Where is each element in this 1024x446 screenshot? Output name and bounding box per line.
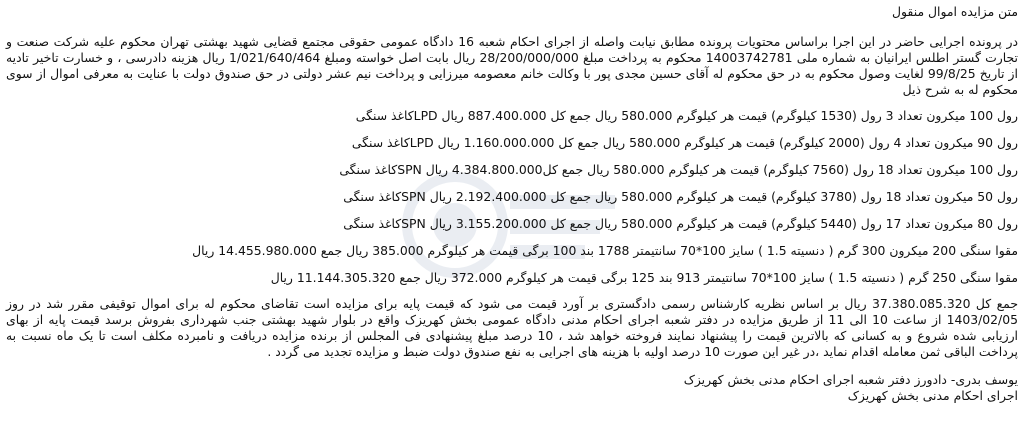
list-item: مقوا سنگی 250 گرم ( دنسیته 1.5 ) سایز 100*70 سانتیمتر 913 بند 125 برگی قیمت هر کیلوگرم 372.000 ریال جمع 11.144.305.320 ریال (270, 270, 1018, 285)
intro-paragraph: در پرونده اجرایی حاضر در این اجرا براساس محتویات پرونده مطابق نیابت واصله از اجرای احکام شعبه 16 دادگاه عمومی حقوقی مجتمع قضایی شهید بهشتی تهران محکوم علیه شرکت صنعت و تجارت گستر اطلس ایرانیان به شماره ملی 14003742781 محکوم به پرداخت مبلغ 28/200/000/000 ریال بابت اصل خواسته ومبلغ 1/021/640/464 ریال هزینه دادرسی ، و خسارت تاخیر تادیه از تاریخ 99/8/25 لغایت وصول محکوم به در حق محکوم له آقای حسین مجدی پور با وکالت خانم معصومه میرزایی و پرداخت نیم عشر دولتی در حق صندوق دولت با عنایت به معرفی اموال از سوی محکوم له به شرح ذیل (6, 34, 1019, 97)
signature-office: اجرای احکام مدنی بخش کهریزک (847, 388, 1018, 404)
list-item: مقوا سنگی 200 میکرون 300 گرم ( دنسیته 1.5 ) سایز 100*70 سانتیمتر 1788 بند 100 برگی قیمت هر کیلوگرم 385.000 ریال جمع 14.455.980.000 ریال (192, 243, 1018, 258)
closing-paragraph: جمع کل 37.380.085.320 ریال بر اساس نظریه کارشناس رسمی دادگستری بر آورد قیمت می شود که قیمت پایه برای مزایده است تقاضای محکوم له برای اموال توقیفی مقرر شد در روز 1403/02/05 از ساعت 10 الی 11 از طریق مزایده در دفتر شعبه اجرای احکام مدنی دادگاه عمومی بخش کهریزک واقع در بلوار شهید بهشتی جنب شهرداری بفروش برسد قیمت پایه از بهای ارزیابی شده شروع و به کسانی که بالاترین قیمت را پیشنهاد نمایند فروخته خواهد شد ، 10 درصد مبلغ پیشنهادی فی المجلس از برنده مزایده دریافت و نامبرده مکلف است تا یک ماه نسبت به پرداخت الباقی ثمن معامله اقدام نماید ،در غیر این صورت 10 درصد اولیه با هزینه های اجرایی به نفع صندوق دولت ضبط و مزایده تجدید می گردد . (6, 296, 1019, 359)
list-item: رول 100 میکرون تعداد 18 رول (7560 کیلوگرم) قیمت هر کیلوگرم 580.000 ریال جمع کل4.384.800.000 ریال SPNکاغذ سنگی (339, 162, 1018, 177)
list-item: رول 100 میکرون تعداد 3 رول (1530 کیلوگرم) قیمت هر کیلوگرم 580.000 ریال جمع کل 887.400.000 ریال LPDکاغذ سنگی (355, 108, 1018, 123)
list-item: رول 90 میکرون تعداد 4 رول (2000 کیلوگرم) قیمت هر کیلوگرم 580.000 ریال جمع کل 1.160.000.000 ریال LPDکاغذ سنگی (351, 135, 1018, 150)
signature-name: یوسف بدری- دادورز دفتر شعبه اجرای احکام مدنی بخش کهریزک (683, 372, 1018, 388)
list-item: رول 50 میکرون تعداد 18 رول (3780 کیلوگرم) قیمت هر کیلوگرم 580.000 ریال جمع کل 2.192.400.000 ریال SPNکاغذ سنگی (343, 189, 1018, 204)
auction-notice (6, 4, 1018, 404)
notice-title: متن مزایده اموال منقول (892, 4, 1018, 19)
list-item: رول 80 میکرون تعداد 17 رول (5440 کیلوگرم) قیمت هر کیلوگرم 580.000 ریال جمع کل 3.155.200.000 ریال SPNکاغذ سنگی (343, 216, 1018, 231)
